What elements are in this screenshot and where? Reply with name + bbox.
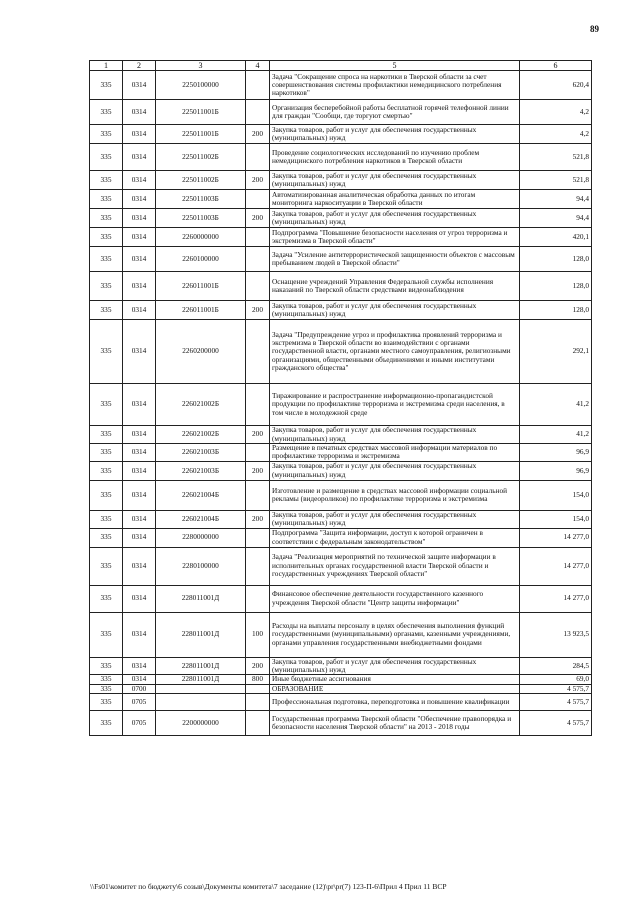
table-header-row	[90, 61, 592, 71]
table-row	[90, 144, 592, 171]
cell-name: Иные бюджетные ассигнования	[270, 675, 520, 684]
cell-rz: 0314	[123, 171, 156, 190]
table-row	[90, 528, 592, 547]
cell-rz: 0314	[123, 301, 156, 320]
cell-rz: 0314	[123, 190, 156, 209]
column-header: 2	[123, 61, 156, 71]
cell-ved: 335	[90, 272, 123, 301]
cell-name: ОБРАЗОВАНИЕ	[270, 684, 520, 693]
cell-vr: 200	[246, 209, 270, 228]
table-row	[90, 585, 592, 612]
cell-rz: 0314	[123, 209, 156, 228]
table-row	[90, 426, 592, 444]
cell-vr	[246, 480, 270, 510]
cell-cs: 226021002Б	[156, 384, 246, 426]
cell-name: Автоматизированная аналитическая обработка данных по итогам мониторинга наркоситуации в Тверской области	[270, 190, 520, 209]
cell-name: Подпрограмма "Повышение безопасности населения от угроз терроризма и экстремизма в Тверской области"	[270, 228, 520, 247]
cell-sum: 94,4	[520, 190, 592, 209]
cell-name: Задача "Реализация мероприятий по технической защите информации в исполнительных органах государственной власти Тверской области и государственных учреждениях Тверской области"	[270, 547, 520, 585]
cell-name: Закупка товаров, работ и услуг для обеспечения государственных (муниципальных) нужд	[270, 461, 520, 480]
table-row	[90, 384, 592, 426]
cell-cs: 2260200000	[156, 320, 246, 384]
cell-name: Закупка товаров, работ и услуг для обеспечения государственных (муниципальных) нужд	[270, 171, 520, 190]
cell-vr	[246, 384, 270, 426]
cell-rz: 0314	[123, 272, 156, 301]
cell-vr	[246, 144, 270, 171]
table-row	[90, 71, 592, 100]
cell-vr: 200	[246, 426, 270, 444]
column-header: 5	[270, 61, 520, 71]
cell-ved: 335	[90, 190, 123, 209]
cell-ved: 335	[90, 125, 123, 144]
cell-vr: 200	[246, 125, 270, 144]
column-header: 4	[246, 61, 270, 71]
cell-sum: 284,5	[520, 657, 592, 675]
table-row	[90, 547, 592, 585]
cell-ved: 335	[90, 461, 123, 480]
cell-vr	[246, 272, 270, 301]
cell-cs: 225011003Б	[156, 209, 246, 228]
table-row	[90, 510, 592, 528]
cell-vr	[246, 443, 270, 461]
cell-rz: 0314	[123, 125, 156, 144]
cell-sum: 96,9	[520, 461, 592, 480]
cell-vr: 100	[246, 612, 270, 657]
cell-sum: 14 277,0	[520, 528, 592, 547]
cell-sum: 14 277,0	[520, 547, 592, 585]
cell-rz: 0314	[123, 247, 156, 272]
cell-sum: 420,1	[520, 228, 592, 247]
cell-name: Оснащение учреждений Управления Федеральной службы исполнения наказаний по Тверской области средствами видеонаблюдения	[270, 272, 520, 301]
table-row	[90, 100, 592, 125]
cell-ved: 335	[90, 711, 123, 736]
cell-name: Финансовое обеспечение деятельности государственного казенного учреждения Тверской области "Центр защиты информации"	[270, 585, 520, 612]
cell-sum: 14 277,0	[520, 585, 592, 612]
cell-sum: 128,0	[520, 247, 592, 272]
cell-cs: 225011002Б	[156, 171, 246, 190]
column-header: 1	[90, 61, 123, 71]
cell-sum: 521,8	[520, 171, 592, 190]
table-row	[90, 684, 592, 693]
cell-ved: 335	[90, 675, 123, 684]
cell-cs: 226021002Б	[156, 426, 246, 444]
cell-vr	[246, 100, 270, 125]
cell-rz: 0314	[123, 461, 156, 480]
cell-sum: 4,2	[520, 100, 592, 125]
table-row	[90, 320, 592, 384]
cell-cs: 226011001Б	[156, 301, 246, 320]
cell-ved: 335	[90, 510, 123, 528]
cell-name: Закупка товаров, работ и услуг для обеспечения государственных (муниципальных) нужд	[270, 125, 520, 144]
cell-cs	[156, 694, 246, 711]
cell-vr	[246, 320, 270, 384]
cell-sum: 96,9	[520, 443, 592, 461]
cell-vr: 200	[246, 301, 270, 320]
cell-cs: 2280100000	[156, 547, 246, 585]
cell-ved: 335	[90, 320, 123, 384]
cell-rz: 0314	[123, 144, 156, 171]
cell-vr	[246, 711, 270, 736]
table-row	[90, 228, 592, 247]
cell-name: Расходы на выплаты персоналу в целях обеспечения выполнения функций государственными (муниципальными) органами, казенными учреждениями, органами управления государственными внебюджетными фондами	[270, 612, 520, 657]
cell-rz: 0314	[123, 71, 156, 100]
cell-name: Задача "Усиление антитеррористической защищенности объектов с массовым пребыванием людей в Тверской области"	[270, 247, 520, 272]
cell-cs: 2250100000	[156, 71, 246, 100]
cell-rz: 0705	[123, 694, 156, 711]
cell-ved: 335	[90, 612, 123, 657]
cell-cs: 228011001Д	[156, 612, 246, 657]
cell-vr: 200	[246, 171, 270, 190]
table-row	[90, 171, 592, 190]
cell-rz: 0314	[123, 612, 156, 657]
cell-cs: 2260000000	[156, 228, 246, 247]
cell-vr	[246, 528, 270, 547]
table-row	[90, 272, 592, 301]
cell-vr: 200	[246, 461, 270, 480]
cell-vr	[246, 694, 270, 711]
cell-cs: 225011001Б	[156, 100, 246, 125]
cell-rz: 0314	[123, 384, 156, 426]
cell-vr	[246, 585, 270, 612]
cell-ved: 335	[90, 694, 123, 711]
cell-name: Задача "Предупреждение угроз и профилактика проявлений терроризма и экстремизма в Тверской области во взаимодействии с органами государственной власти, органами местного самоуправления, религиозными организациями, общественными объединениями и иными институтами гражданского общества"	[270, 320, 520, 384]
column-header: 6	[520, 61, 592, 71]
cell-sum: 69,0	[520, 675, 592, 684]
cell-cs: 225011001Б	[156, 125, 246, 144]
cell-cs	[156, 684, 246, 693]
cell-vr	[246, 190, 270, 209]
cell-rz: 0314	[123, 480, 156, 510]
table-row	[90, 711, 592, 736]
table-row	[90, 612, 592, 657]
table-row	[90, 443, 592, 461]
cell-sum: 41,2	[520, 426, 592, 444]
table-row	[90, 461, 592, 480]
cell-name: Задача "Сокращение спроса на наркотики в Тверской области за счет совершенствования системы профилактики немедицинского потребления наркотиков"	[270, 71, 520, 100]
cell-ved: 335	[90, 443, 123, 461]
table-row	[90, 657, 592, 675]
table-row	[90, 694, 592, 711]
cell-name: Подпрограмма "Защита информации, доступ к которой ограничен в соответствии с федеральным законодательством"	[270, 528, 520, 547]
cell-name: Тиражирование и распространение информационно-пропагандистской продукции по профилактике терроризма и экстремизма среди населения, в том числе в молодежной среде	[270, 384, 520, 426]
cell-ved: 335	[90, 528, 123, 547]
cell-vr	[246, 547, 270, 585]
cell-cs: 2200000000	[156, 711, 246, 736]
cell-name: Закупка товаров, работ и услуг для обеспечения государственных (муниципальных) нужд	[270, 209, 520, 228]
cell-rz: 0314	[123, 585, 156, 612]
cell-name: Закупка товаров, работ и услуг для обеспечения государственных (муниципальных) нужд	[270, 657, 520, 675]
cell-sum: 4,2	[520, 125, 592, 144]
cell-rz: 0705	[123, 711, 156, 736]
cell-ved: 335	[90, 301, 123, 320]
cell-rz: 0700	[123, 684, 156, 693]
cell-ved: 335	[90, 547, 123, 585]
cell-ved: 335	[90, 684, 123, 693]
table-row	[90, 209, 592, 228]
cell-sum: 521,8	[520, 144, 592, 171]
cell-cs: 228011001Д	[156, 657, 246, 675]
cell-vr: 200	[246, 510, 270, 528]
cell-cs: 2260100000	[156, 247, 246, 272]
cell-vr: 800	[246, 675, 270, 684]
table-row	[90, 190, 592, 209]
budget-table	[89, 60, 592, 736]
cell-sum: 128,0	[520, 272, 592, 301]
cell-sum: 620,4	[520, 71, 592, 100]
cell-ved: 335	[90, 144, 123, 171]
cell-sum: 13 923,5	[520, 612, 592, 657]
cell-rz: 0314	[123, 547, 156, 585]
cell-ved: 335	[90, 228, 123, 247]
cell-name: Закупка товаров, работ и услуг для обеспечения государственных (муниципальных) нужд	[270, 510, 520, 528]
page-number: 89	[590, 24, 599, 34]
cell-cs: 225011002Б	[156, 144, 246, 171]
cell-name: Закупка товаров, работ и услуг для обеспечения государственных (муниципальных) нужд	[270, 426, 520, 444]
table-row	[90, 480, 592, 510]
cell-cs: 226021003Б	[156, 443, 246, 461]
cell-vr: 200	[246, 657, 270, 675]
cell-sum: 128,0	[520, 301, 592, 320]
cell-ved: 335	[90, 209, 123, 228]
cell-ved: 335	[90, 71, 123, 100]
cell-cs: 226011001Б	[156, 272, 246, 301]
cell-name: Размещение в печатных средствах массовой информации материалов по профилактике терроризма и экстремизма	[270, 443, 520, 461]
cell-ved: 335	[90, 171, 123, 190]
cell-name: Государственная программа Тверской области "Обеспечение правопорядка и безопасности населения Тверской области" на 2013 - 2018 годы	[270, 711, 520, 736]
cell-name: Закупка товаров, работ и услуг для обеспечения государственных (муниципальных) нужд	[270, 301, 520, 320]
cell-name: Изготовление и размещение в средствах массовой информации социальной рекламы (видеороликов) по профилактике терроризма и экстремизма	[270, 480, 520, 510]
cell-vr	[246, 684, 270, 693]
cell-rz: 0314	[123, 510, 156, 528]
cell-ved: 335	[90, 100, 123, 125]
cell-cs: 226021004Б	[156, 480, 246, 510]
cell-sum: 41,2	[520, 384, 592, 426]
table-row	[90, 675, 592, 684]
cell-rz: 0314	[123, 228, 156, 247]
cell-ved: 335	[90, 384, 123, 426]
cell-rz: 0314	[123, 426, 156, 444]
table-row	[90, 247, 592, 272]
column-header: 3	[156, 61, 246, 71]
cell-cs: 225011003Б	[156, 190, 246, 209]
file-path-footer: \\Fs01\комитет по бюджету\6 созыв\Документы комитета\7 заседание (12)\pr\pr(7) 123-П-6\Прил 4 Прил 11 ВСР	[90, 882, 447, 891]
cell-vr	[246, 71, 270, 100]
cell-name: Организация бесперебойной работы бесплатной горячей телефонной линии для граждан "Сообщи, где торгуют смертью"	[270, 100, 520, 125]
cell-name: Профессиональная подготовка, переподготовка и повышение квалификации	[270, 694, 520, 711]
cell-vr	[246, 228, 270, 247]
cell-cs: 228011001Д	[156, 585, 246, 612]
cell-rz: 0314	[123, 443, 156, 461]
cell-name: Проведение социологических исследований по изучению проблем немедицинского потребления наркотиков в Тверской области	[270, 144, 520, 171]
cell-ved: 335	[90, 480, 123, 510]
cell-cs: 226021003Б	[156, 461, 246, 480]
cell-cs: 226021004Б	[156, 510, 246, 528]
cell-sum: 154,0	[520, 480, 592, 510]
cell-ved: 335	[90, 657, 123, 675]
cell-sum: 94,4	[520, 209, 592, 228]
cell-rz: 0314	[123, 675, 156, 684]
cell-rz: 0314	[123, 657, 156, 675]
cell-sum: 4 575,7	[520, 684, 592, 693]
cell-sum: 154,0	[520, 510, 592, 528]
cell-rz: 0314	[123, 320, 156, 384]
cell-rz: 0314	[123, 528, 156, 547]
cell-ved: 335	[90, 426, 123, 444]
cell-ved: 335	[90, 585, 123, 612]
cell-cs: 2280000000	[156, 528, 246, 547]
cell-sum: 4 575,7	[520, 694, 592, 711]
cell-sum: 4 575,7	[520, 711, 592, 736]
cell-sum: 292,1	[520, 320, 592, 384]
cell-rz: 0314	[123, 100, 156, 125]
table-row	[90, 301, 592, 320]
cell-ved: 335	[90, 247, 123, 272]
cell-vr	[246, 247, 270, 272]
table-row	[90, 125, 592, 144]
cell-cs: 228011001Д	[156, 675, 246, 684]
